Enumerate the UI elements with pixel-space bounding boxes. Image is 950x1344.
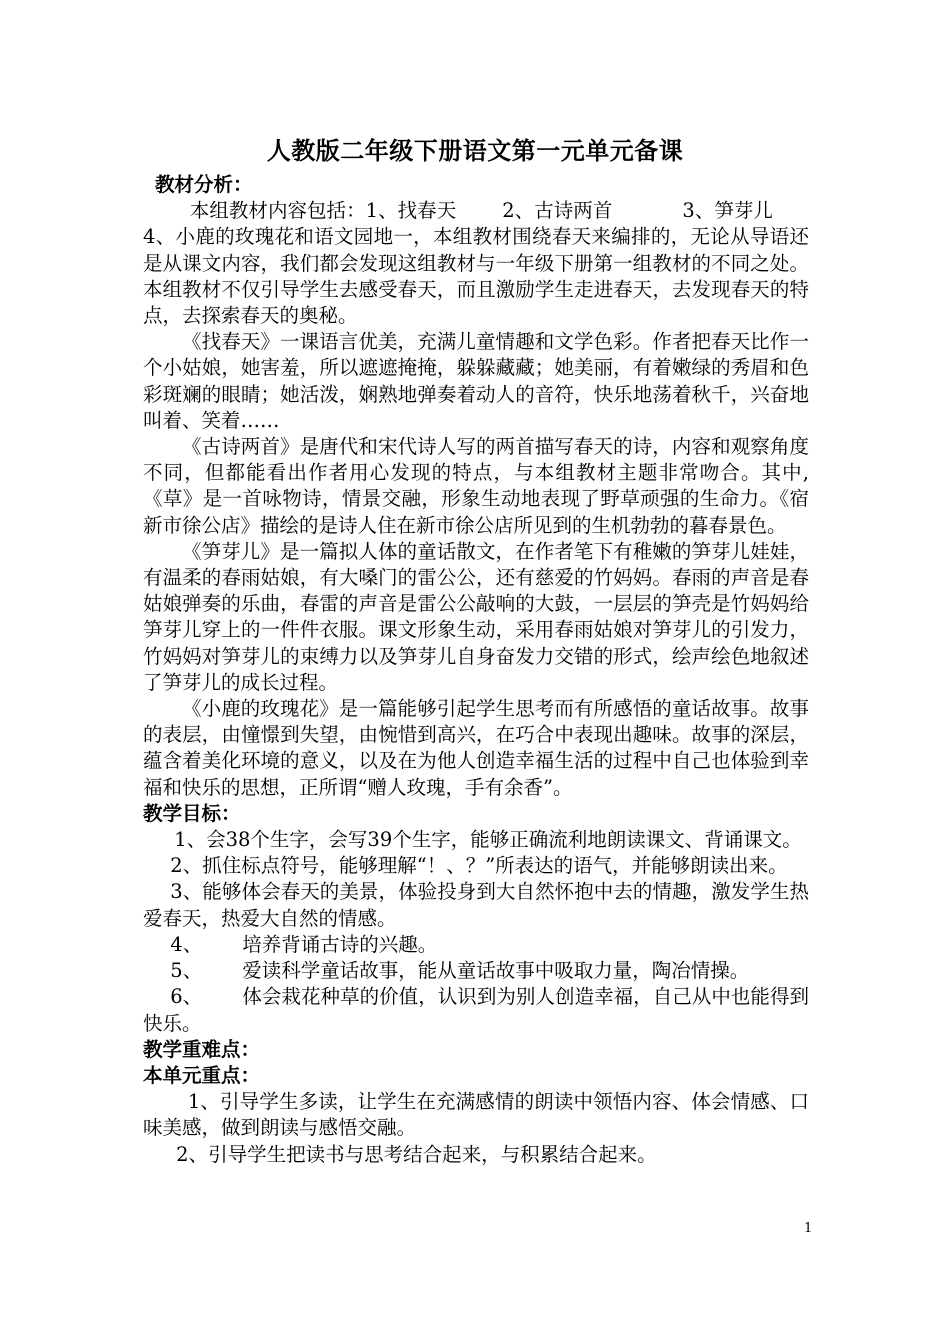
document-title: 人教版二年级下册语文第一元单元备课	[266, 136, 684, 165]
paragraph-sunyaer: 《笋芽儿》是一篇拟人体的童话散文，在作者笔下有稚嫩的笋芽儿娃娃，有温柔的春雨姑娘，有大嗓门的雷公公，还有慈爱的竹妈妈。春雨的声音是春姑娘弹奏的乐曲，春雷的声音是雷公公敲响的大鼓，一层层的笋壳是竹妈妈给笋芽儿穿上的一件件衣服。课文形象生动，采用春雨姑娘对笋芽儿的引发力，竹妈妈对笋芽儿的束缚力以及笋芽儿自身奋发力交错的形式，绘声绘色地叙述了笋芽儿的成长过程。	[143, 539, 809, 694]
goal-item: 3、能够体会春天的美景，体验投身到大自然怀抱中去的情趣，激发学生热爱春天，热爱大自然的情感。	[143, 880, 809, 930]
keypoints-heading: 教学重难点：	[143, 1037, 261, 1061]
goal-item: 4、 培养背诵古诗的兴趣。	[170, 932, 438, 956]
intro-item3: 3、笋芽儿	[682, 199, 773, 223]
paragraph-gushi: 《古诗两首》是唐代和宋代诗人写的两首描写春天的诗，内容和观察角度不同，但都能看出作者用心发现的特点，与本组教材主题非常吻合。其中,《草》是一首咏物诗，情景交融，形象生动地表现了野草顽强的生命力。《宿新市徐公店》描绘的是诗人住在新市徐公店所见到的生机勃勃的暮春景色。	[143, 435, 809, 537]
goal-item: 2、抓住标点符号，能够理解“！、？”所表达的语气，并能够朗读出来。	[170, 854, 788, 878]
goal-item: 6、 体会栽花种草的价值，认识到为别人创造幸福，自己从中也能得到快乐。	[143, 985, 809, 1035]
intro-item2: 2、古诗两首	[502, 199, 613, 223]
analysis-intro	[143, 198, 809, 329]
document-body	[143, 172, 809, 1168]
page-number: 1	[804, 1221, 813, 1236]
key-item: 1、引导学生多读，让学生在充满感情的朗读中领悟内容、体会情感、口味美感，做到朗读与感悟交融。	[143, 1090, 809, 1140]
paragraph-xiaolu: 《小鹿的玫瑰花》是一篇能够引起学生思考而有所感悟的童话故事。故事的表层，由憧憬到失望，由惋惜到高兴，在巧合中表现出趣味。故事的深层，蕴含着美化环境的意义，以及在为他人创造幸福生活的过程中自己也体验到幸福和快乐的思想，正所谓“赠人玫瑰，手有余香”。	[143, 697, 809, 799]
goal-item: 5、 爱读科学童话故事，能从童话故事中吸取力量，陶冶情操。	[170, 959, 750, 983]
intro-lead: 本组教材内容包括：1、找春天	[189, 199, 457, 223]
key-item: 2、引导学生把读书与思考结合起来，与积累结合起来。	[176, 1142, 657, 1166]
goal-item: 1、会38个生字，会写39个生字，能够正确流利地朗读课文、背诵课文。	[174, 828, 802, 852]
analysis-heading: 教材分析：	[155, 173, 253, 196]
paragraph-zhaochuntian: 《找春天》一课语言优美，充满儿童情趣和文学色彩。作者把春天比作一个小姑娘，她害羞，所以遮遮掩掩，躲躲藏藏；她美丽，有着嫩绿的秀眉和色彩斑斓的眼睛；她活泼，娴熟地弹奏着动人的音符，快乐地荡着秋千，兴奋地叫着、笑着……	[143, 330, 809, 432]
unit-key-heading: 本单元重点：	[143, 1063, 261, 1087]
goals-heading: 教学目标：	[143, 801, 241, 825]
intro-item4: 4、小鹿的玫瑰花和语文园地一，本组教材围绕春天来编排的，无论从导语还是从课文内容，我们都会发现这组教材与一年级下册第一组教材的不同之处。本组教材不仅引导学生去感受春天，而且激励学生走进春天，去发现春天的特点，去探索春天的奥秘。	[143, 225, 809, 328]
